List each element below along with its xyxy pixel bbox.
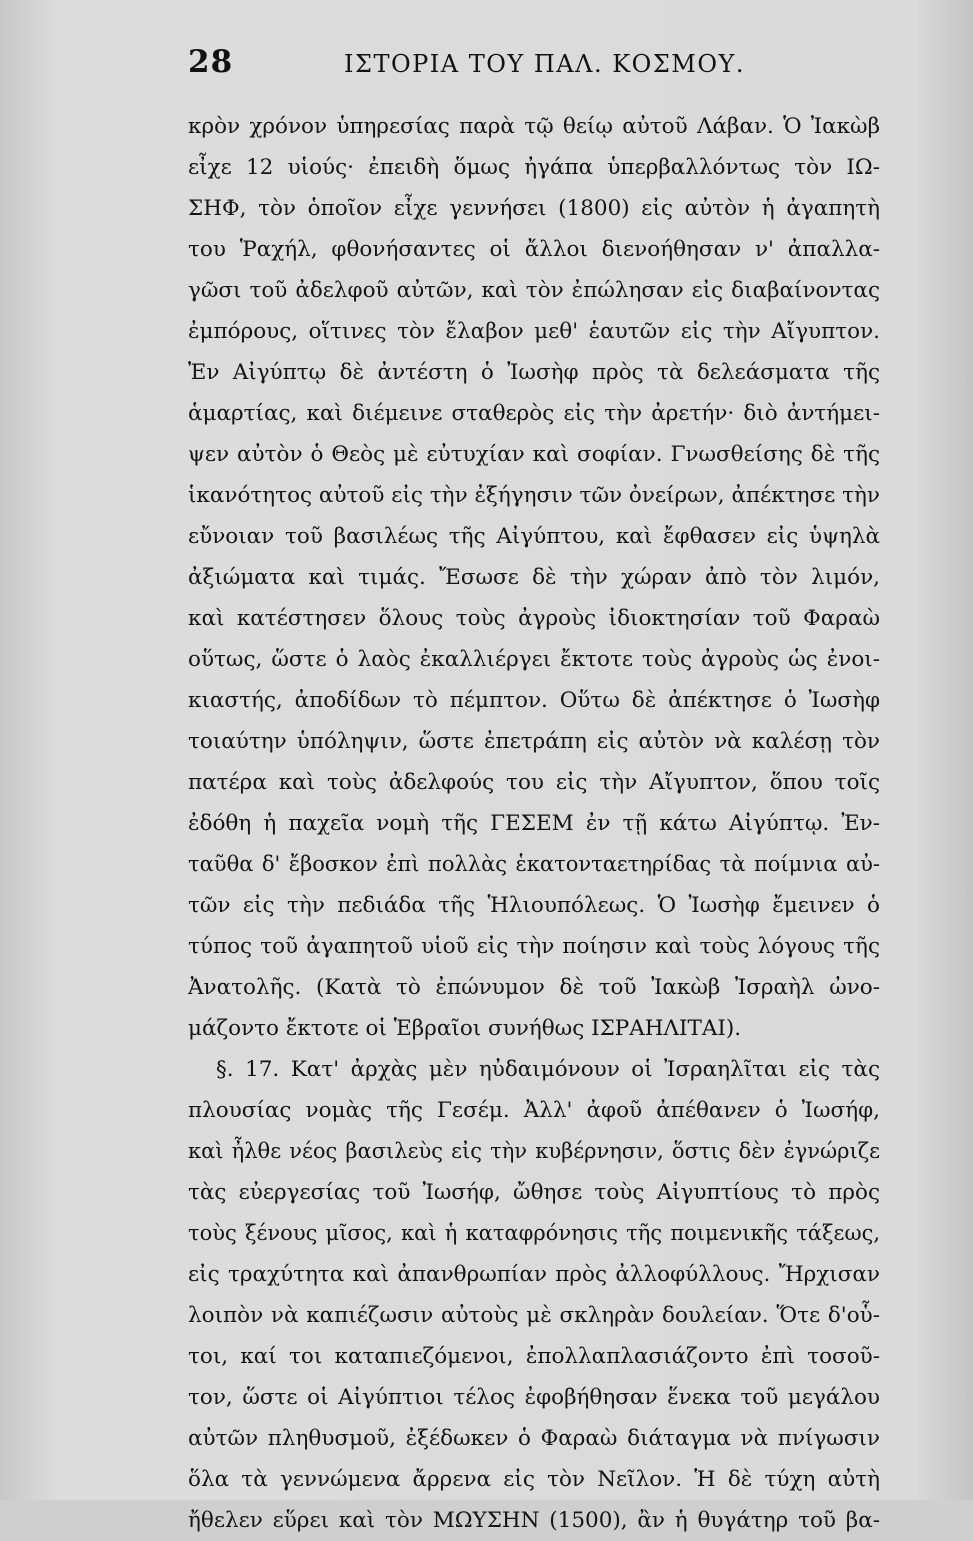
text-line: πλουσίας νομὰς τῆς Γεσέμ. Ἀλλ' ἀφοῦ ἀπέθανεν ὁ Ἰωσήφ, — [188, 1098, 880, 1123]
text-line: ΣΗΦ, τὸν ὁποῖον εἶχε γεννήσει (1800) εἰς αὐτὸν ἡ ἀγαπητὴ — [188, 196, 880, 221]
text-line: εἶχε 12 υἱούς· ἐπειδὴ ὅμως ἠγάπα ὑπερβαλλόντως τὸν ΙΩ- — [188, 155, 880, 180]
text-line: μάζοντο ἔκτοτε οἱ Ἑβραῖοι συνήθως ΙΣΡΑΗΛΙΤΑΙ). — [188, 1016, 742, 1041]
running-title: ΙΣΤΟΡΙΑ ΤΟΥ ΠΑΛ. ΚΟΣΜΟΥ. — [344, 50, 746, 78]
text-line: τοὺς ξένους μῖσος, καὶ ἡ καταφρόνησις τῆς ποιμενικῆς τάξεως, — [188, 1221, 880, 1245]
text-line: Ἀνατολῆς. (Κατὰ τὸ ἐπώνυμον δὲ τοῦ Ἰακὼβ Ἰσραὴλ ὠνο- — [188, 975, 880, 1000]
text-line: καὶ κατέστησεν ὅλους τοὺς ἀγροὺς ἰδιοκτησίαν τοῦ Φαραὼ — [188, 606, 880, 631]
text-line: πατέρα καὶ τοὺς ἀδελφούς του εἰς τὴν Αἴγυπτον, ὅπου τοῖς — [188, 770, 880, 795]
text-line: ὅλα τὰ γεννώμενα ἄρρενα εἰς τὸν Νεῖλον. Ἡ δὲ τύχη αὐτὴ — [188, 1467, 880, 1492]
text-line: του Ῥαχήλ, φθονήσαντες οἱ ἄλλοι διενοήθησαν ν' ἀπαλλα- — [188, 237, 880, 262]
page-number: 28 — [188, 44, 234, 80]
text-line: Ἐν Αἰγύπτῳ δὲ ἀντέστη ὁ Ἰωσὴφ πρὸς τὰ δελεάσματα τῆς — [188, 360, 880, 385]
text-line: γῶσι τοῦ ἀδελφοῦ αὐτῶν, καὶ τὸν ἐπώλησαν εἰς διαβαίνοντας — [188, 278, 880, 303]
text-line: τοι, καί τοι καταπιεζόμενοι, ἐπολλαπλασιάζοντο ἐπὶ τοσοῦ- — [188, 1344, 880, 1369]
text-line: καὶ ἦλθε νέος βασιλεὺς εἰς τὴν κυβέρνησιν, ὅστις δὲν ἐγνώριζε — [188, 1139, 880, 1163]
text-line: ἐμπόρους, οἵτινες τὸν ἔλαβον μεθ' ἑαυτῶν εἰς τὴν Αἴγυπτον. — [188, 319, 880, 344]
text-line: τὰς εὐεργεσίας τοῦ Ἰωσήφ, ὤθησε τοὺς Αἰγυπτίους τὸ πρὸς — [188, 1180, 880, 1205]
text-line: ἀξιώματα καὶ τιμάς. Ἔσωσε δὲ τὴν χώραν ἀπὸ τὸν λιμόν, — [188, 565, 880, 590]
body-text — [188, 106, 880, 1541]
text-line: ψεν αὐτὸν ὁ Θεὸς μὲ εὐτυχίαν καὶ σοφίαν. Γνωσθείσης δὲ τῆς — [188, 442, 880, 467]
text-line: τῶν εἰς τὴν πεδιάδα τῆς Ἡλιουπόλεως. Ὁ Ἰωσὴφ ἔμεινεν ὁ — [188, 893, 880, 918]
text-line: τύπος τοῦ ἀγαπητοῦ υἱοῦ εἰς τὴν ποίησιν καὶ τοὺς λόγους τῆς — [188, 934, 880, 959]
text-line: εἰς τραχύτητα καὶ ἀπανθρωπίαν πρὸς ἀλλοφύλλους. Ἤρχισαν — [188, 1262, 880, 1287]
text-line: ἁμαρτίας, καὶ διέμεινε σταθερὸς εἰς τὴν ἀρετήν· διὸ ἀντήμει- — [188, 401, 880, 426]
text-line: αὐτῶν πληθυσμοῦ, ἐξέδωκεν ὁ Φαραὼ διάταγμα νὰ πνίγωσιν — [188, 1426, 880, 1451]
text-line: λοιπὸν νὰ καπιέζωσιν αὐτοὺς μὲ σκληρὰν δουλείαν. Ὅτε δ'οὗ- — [188, 1303, 880, 1328]
page-header — [188, 44, 878, 88]
text-line: οὕτως, ὥστε ὁ λαὸς ἐκαλλιέργει ἔκτοτε τοὺς ἀγροὺς ὡς ἐνοι- — [188, 647, 880, 672]
text-line: εὔνοιαν τοῦ βασιλέως τῆς Αἰγύπτου, καὶ ἔφθασεν εἰς ὑψηλὰ — [188, 524, 880, 549]
text-line: κιαστής, ἀποδίδων τὸ πέμπτον. Οὕτω δὲ ἀπέκτησε ὁ Ἰωσὴφ — [188, 688, 880, 713]
text-line: ἐδόθη ἡ παχεῖα νομὴ τῆς ΓΕΣΕΜ ἐν τῇ κάτω Αἰγύπτῳ. Ἐν- — [188, 811, 880, 836]
text-line: ταῦθα δ' ἔβοσκον ἐπὶ πολλὰς ἑκατονταετηρίδας τὰ ποίμνια αὐ- — [188, 852, 880, 876]
text-line: τοιαύτην ὑπόληψιν, ὥστε ἐπετράπη εἰς αὐτὸν νὰ καλέσῃ τὸν — [188, 729, 880, 754]
text-line: τον, ὥστε οἱ Αἰγύπτιοι τέλος ἐφοβήθησαν ἕνεκα τοῦ μεγάλου — [188, 1385, 880, 1410]
section-start-line: §. 17. Κατ' ἀρχὰς μὲν ηὐδαιμόνουν οἱ Ἰσραηλῖται εἰς τὰς — [216, 1057, 880, 1082]
text-line: κρὸν χρόνον ὑπηρεσίας παρὰ τῷ θείῳ αὐτοῦ Λάβαν. Ὁ Ἰακὼβ — [188, 114, 880, 139]
text-line: ἱκανότητος αὐτοῦ εἰς τὴν ἐξήγησιν τῶν ὀνείρων, ἀπέκτησε τὴν — [188, 483, 880, 508]
text-line: ἤθελεν εὕρει καὶ τὸν ΜΩΥΣΗΝ (1500), ἂν ἡ θυγάτηρ τοῦ βα- — [188, 1508, 880, 1533]
